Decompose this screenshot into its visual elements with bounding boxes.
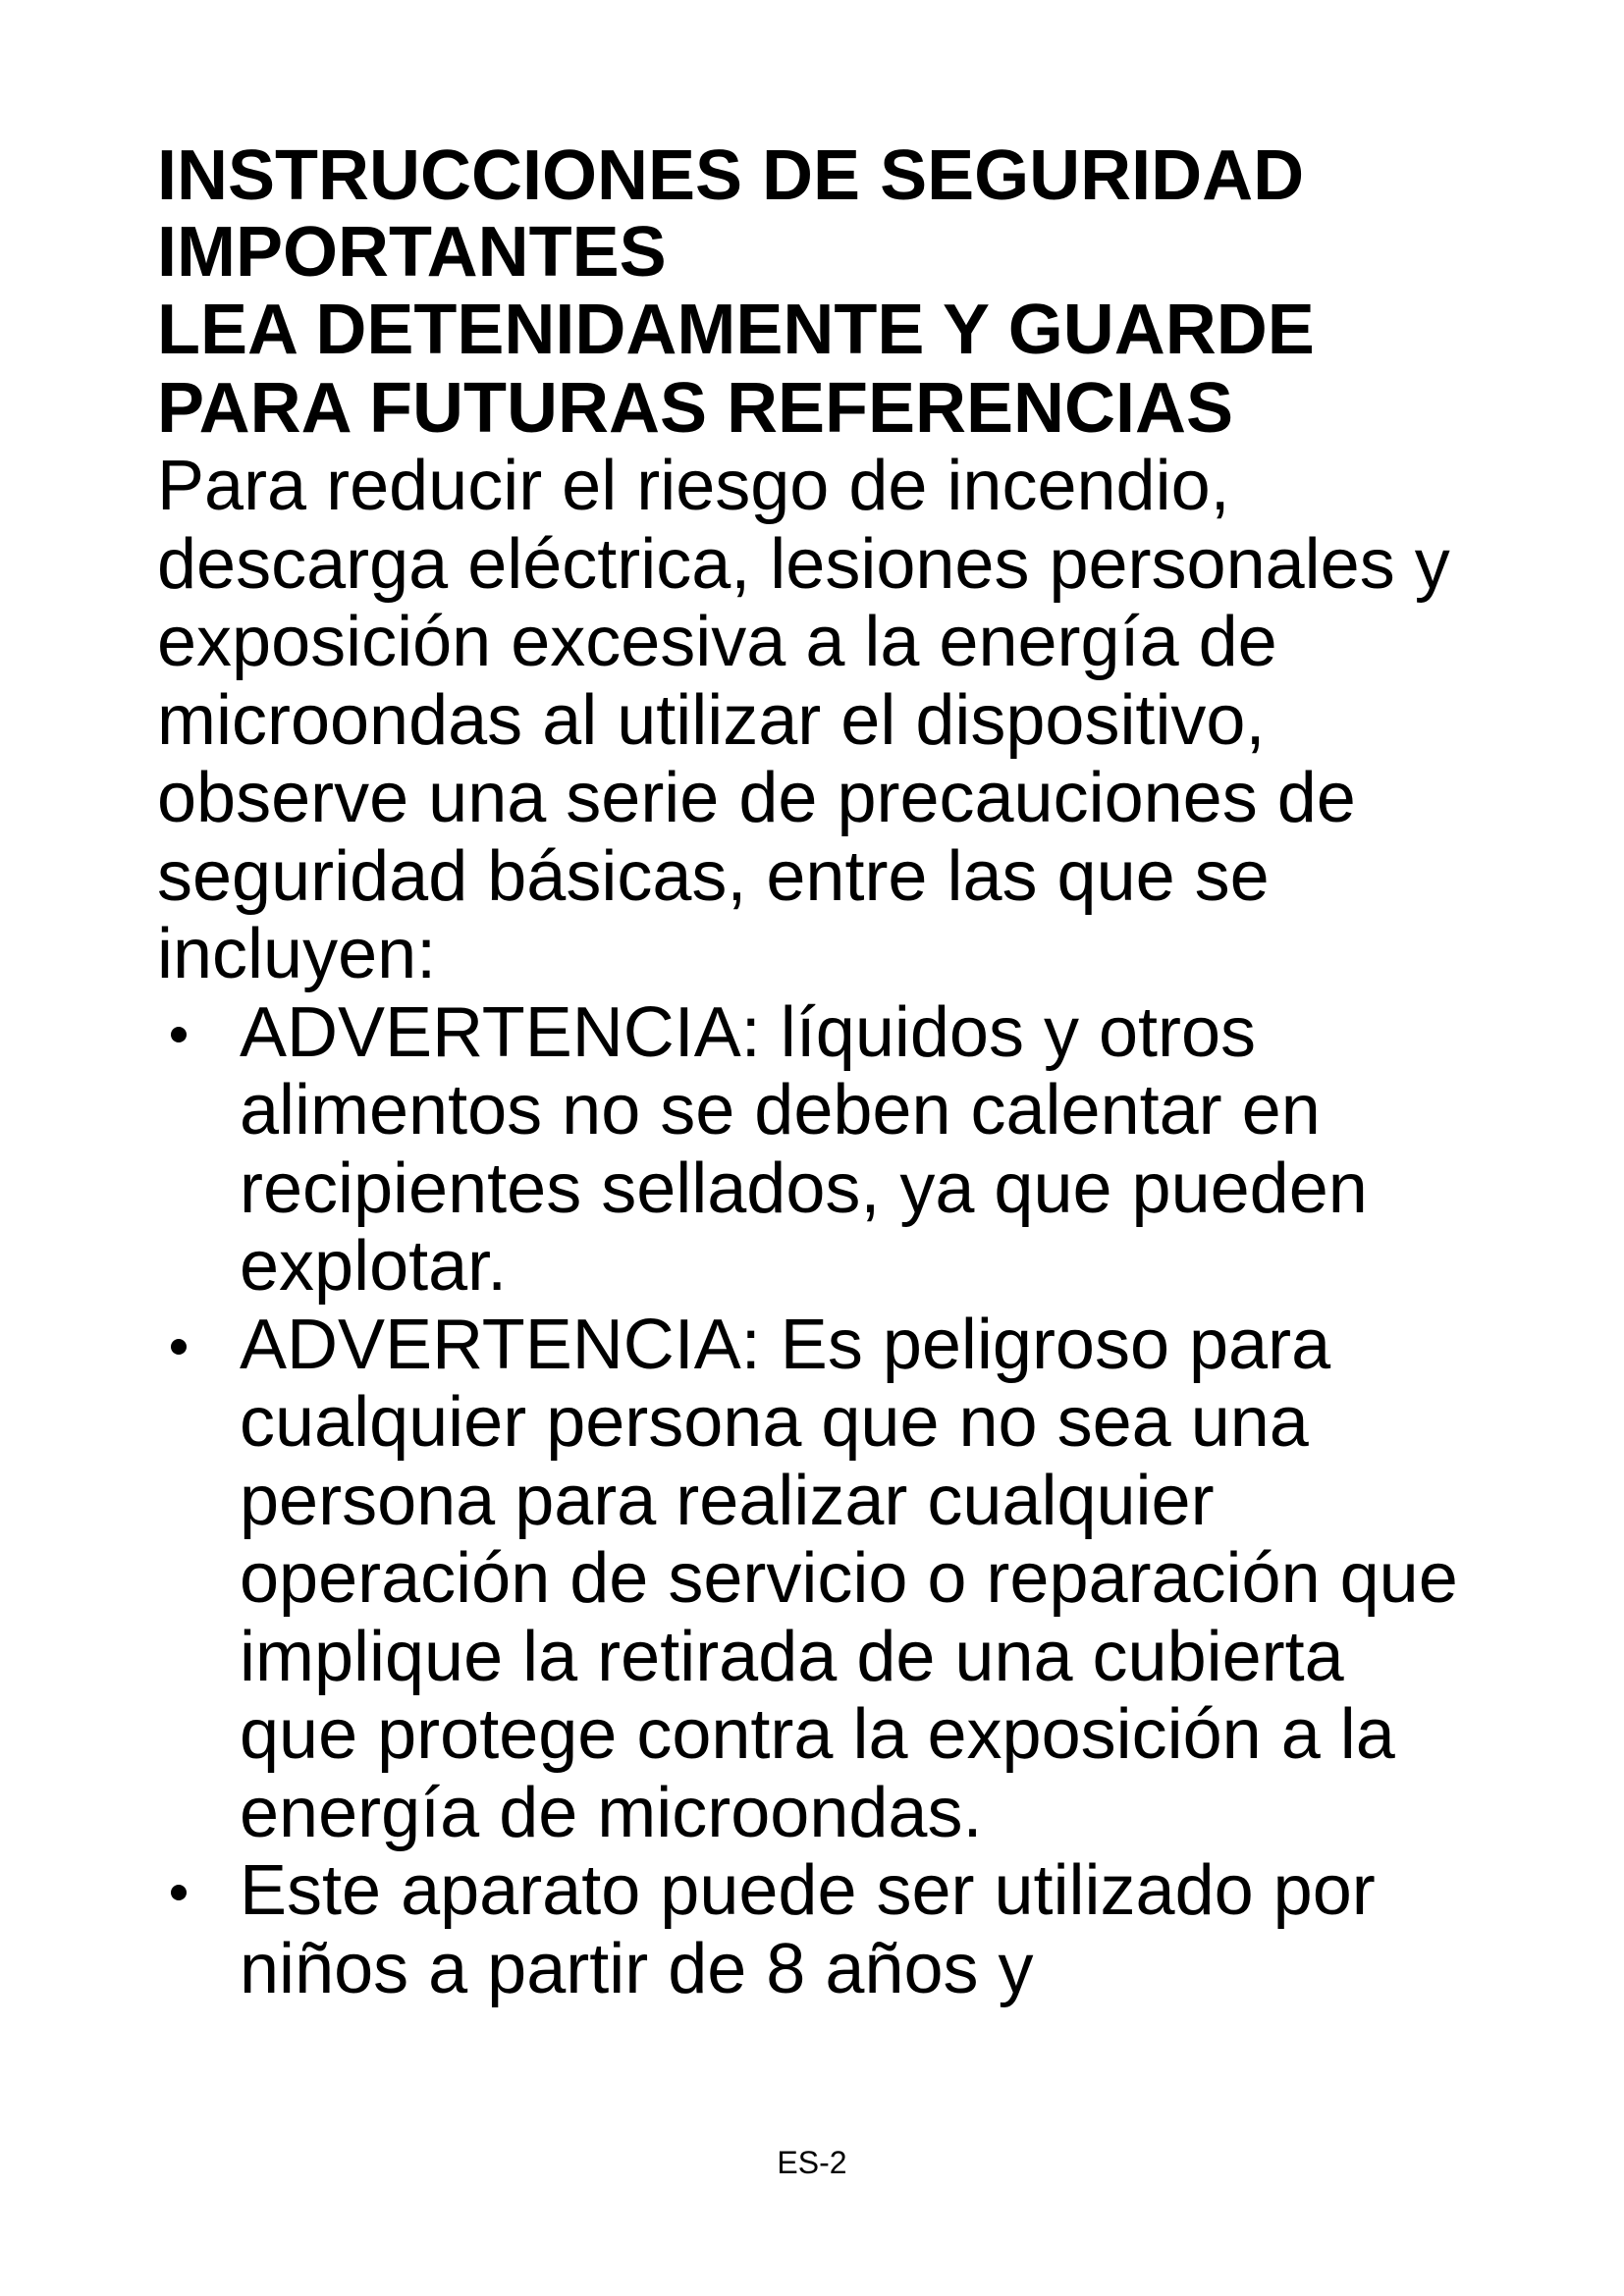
page-subtitle: LEA DETENIDAMENTE Y GUARDE PARA FUTURAS REFERENCIAS [157,291,1315,448]
list-item [157,1852,1463,2008]
document-body [157,137,1463,2008]
bullet-icon [171,1027,187,1042]
intro-paragraph: Para reducir el riesgo de incendio, descarga eléctrica, lesiones personales y exposición excesiva a la energía de microondas al utilizar el dispositivo, observe una serie de precauciones de seguridad básicas, entre las que se incluyen: [157,447,1450,993]
list-item-text: Este aparato puede ser utilizado por niños a partir de 8 años y [240,1851,1376,2008]
page-number: ES-2 [777,2145,847,2180]
bullet-icon [171,1339,187,1355]
list-item [157,1307,1463,1853]
list-item-text: ADVERTENCIA: Es peligroso para cualquier persona que no sea una persona para realizar cualquier operación de servicio o reparación que implique la retirada de una cubierta que protege contra la exposición a la energía de microondas. [240,1305,1458,1852]
list-item [157,994,1463,1307]
bullet-icon [171,1885,187,1900]
list-item-text: ADVERTENCIA: líquidos y otros alimentos no se deben calentar en recipientes sellados, ya que pueden explotar. [240,992,1368,1306]
page-title: INSTRUCCIONES DE SEGURIDAD IMPORTANTES [157,136,1305,292]
safety-list [157,994,1463,2009]
